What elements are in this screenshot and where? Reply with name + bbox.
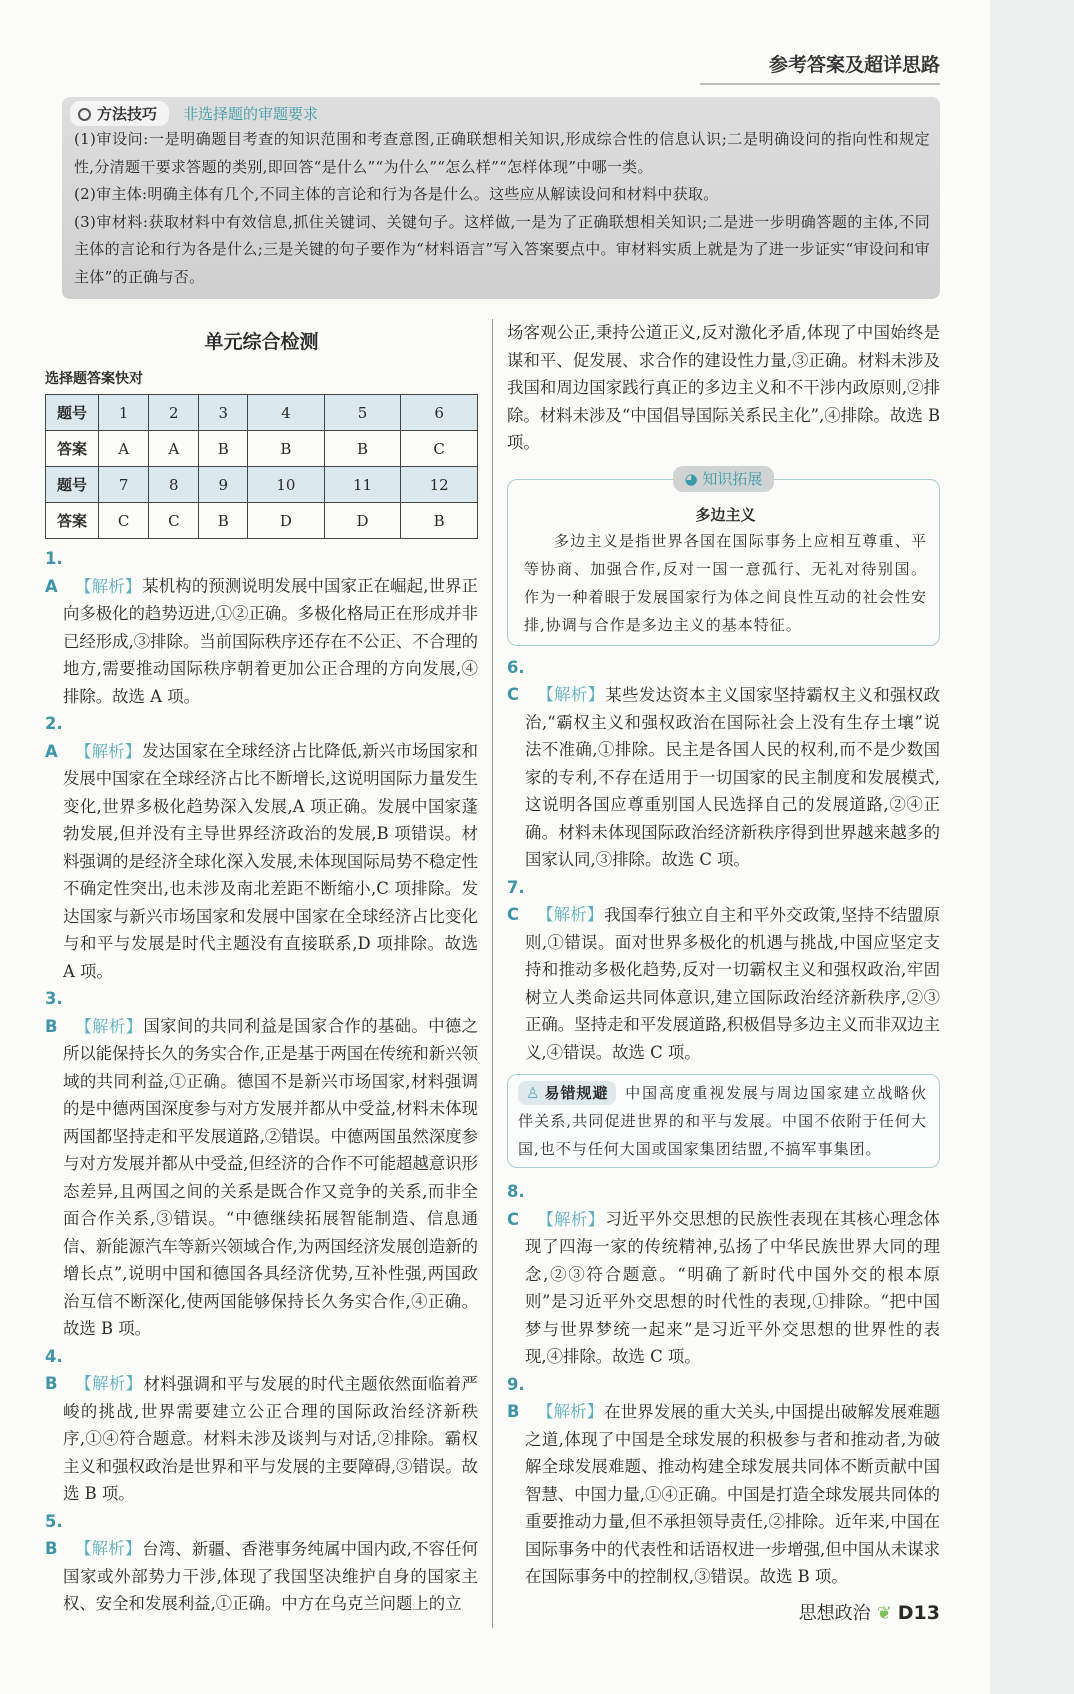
item-number: 6. C (507, 657, 525, 704)
cell: B (248, 431, 325, 467)
two-column-body (45, 319, 940, 1628)
knowledge-body: 多边主义是指世界各国在国际事务上应相互尊重、平等协商、加强合作,反对一国一意孤行、无礼对待别国。作为一种着眼于发展国家行为体之间良性互动的社会性安排,协调与合作是多边主义的基本特征。 (524, 531, 927, 634)
cell: 2 (149, 395, 199, 431)
answer-item (507, 874, 940, 1067)
tip-paragraph: (3)审材料:获取材料中有效信息,抓住关键词、关键句子。这样做,一是为了正确联想相关知识;二是进一步明确答题的主体,不同主体的言论和行为各是什么;三是关键的句子要作为“材料语言”写入答案要点中。审材料实质上就是为了进一步证实“审设问和审主体”的正确与否。 (74, 212, 930, 286)
row-label: 答案 (46, 431, 99, 467)
error-avoid-content (518, 1079, 927, 1163)
target-icon (78, 108, 91, 121)
jiexi-label: 【解析】 (537, 685, 605, 704)
running-header: 参考答案及超详思路 (768, 54, 940, 76)
jiexi-label: 【解析】 (537, 1209, 605, 1229)
right-column (507, 319, 940, 1628)
answer-item (507, 1371, 940, 1591)
person-icon: ♙ (526, 1084, 541, 1102)
item-text: 习近平外交思想的民族性表现在其核心理念体现了四海一家的传统精神,弘扬了中华民族世界大同的理念,②③符合题意。“明确了新时代中国外交的根本原则”是习近平外交思想的时代性的表现,①排除。“把中国梦与世界梦统一起来”是习近平外交思想的世界性的表现,④排除。故选 C 项。 (525, 1209, 940, 1366)
cell: 4 (248, 395, 325, 431)
method-tip-box (62, 97, 940, 299)
cell: A (149, 431, 199, 467)
cell: 7 (99, 467, 149, 503)
item-number: 5. B (45, 1511, 63, 1558)
cell: 8 (149, 467, 199, 503)
cell: 5 (324, 395, 401, 431)
page-footer (507, 1599, 940, 1628)
error-avoid-box (507, 1074, 940, 1168)
item-number: 1. A (45, 549, 63, 596)
column-divider (492, 319, 493, 1628)
item-text: 我国奉行独立自主和平外交政策,坚持不结盟原则,①错误。面对世界多极化的机遇与挑战,中国应坚定支持和推动多极化趋势,反对一切霸权主义和强权政治,牢固树立人类命运共同体意识,建立国际政治经济新秩序,②③正确。坚持走和平发展道路,积极倡导多边主义而非双边主义,④错误。故选 C 项。 (525, 905, 940, 1062)
item-text: 在世界发展的重大关头,中国提出破解发展难题之道,体现了中国是全球发展的积极参与者和推动者,为破解全球发展难题、推动构建全球发展共同体不断贡献中国智慧、中国力量,①④正确。中国是打造全球发展共同体的重要推动力量,但不承担领导责任,②排除。近年来,中国在国际事务中的代表性和话语权进一步增强,但中国从未谋求在国际事务中的控制权,③错误。故选 B 项。 (525, 1402, 940, 1586)
method-tag (70, 101, 169, 126)
error-avoid-body: 中国高度重视发展与周边国家建立战略伙伴关系,共同促进世界的和平与发展。中国不依附于任何大国,也不与任何大国或国家集团结盟,不搞军事集团。 (518, 1084, 927, 1158)
cell: C (401, 431, 478, 467)
method-tag-label: 方法技巧 (97, 105, 158, 123)
jiexi-label: 【解析】 (75, 1016, 143, 1036)
table-row (46, 431, 478, 467)
item-text: 发达国家在全球经济占比降低,新兴市场国家和发展中国家在全球经济占比不断增长,这说明国际力量发生变化,世界多极化趋势深入发展,A 项正确。发展中国家蓬勃发展,但并没有主导世界经济政治的发展,B 项错误。材料强调的是经济全球化深入发展,未体现国际局势不稳定性不确定性突出,也未涉及南北差距不断缩小,C 项排除。发达国家与新兴市场国家和发展中国家在全球经济占比变化与和平与发展是时代主题没有直接联系,D 项排除。故选 A 项。 (63, 741, 478, 981)
page-number: D13 (897, 1601, 940, 1624)
item-text: 材料强调和平与发展的时代主题依然面临着严峻的挑战,世界需要建立公正合理的国际政治经济新秩序,①④符合题意。材料未涉及谈判与对话,②排除。霸权主义和强权政治是世界和平与发展的主要障碍,③错误。故选 B 项。 (63, 1374, 478, 1503)
item-text: 台湾、新疆、香港事务纯属中国内政,不容任何国家或外部势力干涉,体现了我国坚决维护自身的国家主权、安全和发展利益,①正确。中方在乌克兰问题上的立 (63, 1539, 478, 1613)
knowledge-extension-box (507, 469, 940, 646)
answer-item (45, 1508, 478, 1618)
knowledge-tag (673, 466, 775, 492)
jiexi-label: 【解析】 (537, 905, 604, 924)
cell: D (248, 503, 325, 539)
item-number: 9. B (507, 1374, 525, 1421)
cell: B (199, 503, 248, 539)
cell: 1 (99, 395, 149, 431)
cell: B (401, 503, 478, 539)
cell: 11 (324, 467, 401, 503)
knowledge-tag-label: 知识拓展 (702, 469, 763, 488)
cell: 3 (199, 395, 248, 431)
cell: 12 (401, 467, 478, 503)
answer-item (45, 545, 478, 710)
section-title: 单元综合检测 (204, 331, 319, 353)
jiexi-label: 【解析】 (537, 1402, 604, 1421)
row-label: 题号 (46, 467, 99, 503)
item-number: 4. B (45, 1346, 63, 1393)
error-avoid-label: 易错规避 (544, 1084, 609, 1102)
answer-item (507, 654, 940, 874)
answer-table (45, 394, 478, 539)
table-row (46, 503, 478, 539)
tip-paragraph: (2)审主体:明确主体有几个,不同主体的言论和行为各是什么。这些应从解读设问和材料中获取。 (74, 185, 719, 203)
tip-paragraph: (1)审设问:一是明确题目考查的知识范围和考查意图,正确联想相关知识,形成综合性的信息认识;二是明确设问的指向性和规定性,分清题干要求答题的类别,即回答“是什么”“为什么”“怎么样”“怎样体现”中哪一类。 (74, 130, 930, 176)
left-items (45, 545, 478, 1618)
jiexi-label: 【解析】 (75, 1374, 143, 1393)
cell: D (324, 503, 401, 539)
cell: 10 (248, 467, 325, 503)
item-5-continuation: 场客观公正,秉持公道正义,反对激化矛盾,体现了中国始终是谋和平、促发展、求合作的建设性力量,③正确。材料未涉及我国和周边国家践行真正的多边主义和不干涉内政原则,②排除。材料未涉及“中国倡导国际关系民主化”,④排除。故选 B 项。 (507, 323, 940, 452)
item-number: 7. C (507, 877, 525, 924)
tip-title: 非选择题的审题要求 (183, 105, 319, 123)
cell: 6 (401, 395, 478, 431)
row-label: 题号 (46, 395, 99, 431)
item-number: 2. A (45, 714, 63, 761)
answer-item (45, 710, 478, 985)
book-icon: ◕ (684, 469, 703, 488)
header-rule (700, 50, 940, 85)
knowledge-title: 多边主义 (695, 505, 756, 524)
answer-item (507, 1178, 940, 1371)
footer-subject: 思想政治 (798, 1602, 871, 1624)
answer-item (45, 985, 478, 1343)
cell: C (149, 503, 199, 539)
cell: B (199, 431, 248, 467)
cell: 9 (199, 467, 248, 503)
item-number: 3. B (45, 989, 63, 1036)
jiexi-label: 【解析】 (75, 1539, 142, 1558)
tip-header-row (70, 101, 930, 126)
item-text: 国家间的共同利益是国家合作的基础。中德之所以能保持长久的务实合作,正是基于两国在传统和新兴领域的共同利益,①正确。德国不是新兴市场国家,材料强调的是中德两国深度参与对方发展并都从中受益,材料未体现两国都坚持走和平发展道路,②错误。中德两国虽然深度参与对方发展并都从中受益,但经济的合作不可能超越意识形态差异,且两国之间的关系是既合作又竞争的关系,而非全面合作关系,③错误。“中德继续拓展智能制造、信息通信、新能源汽车等新兴领域合作,为两国经济发展创造新的增长点”,说明中国和德国各具经济优势,互补性强,两国政治互信不断深化,使两国能够保持长久务实合作,④正确。故选 B 项。 (63, 1016, 478, 1338)
jiexi-label: 【解析】 (75, 576, 142, 596)
cell: A (99, 431, 149, 467)
cell: C (99, 503, 149, 539)
cell: B (324, 431, 401, 467)
jiexi-label: 【解析】 (75, 741, 142, 761)
error-avoid-tag (518, 1081, 616, 1105)
section-subtitle: 选择题答案快对 (45, 371, 143, 387)
answer-item (45, 1343, 478, 1508)
item-text: 某些发达资本主义国家坚持霸权主义和强权政治,“霸权主义和强权政治在国际社会上没有生存土壤”说法不准确,①排除。民主是各国人民的权利,而不是少数国家的专利,不存在适用于一切国家的民主制度和发展模式,这说明各国应尊重别国人民选择自己的发展道路,②④正确。材料未体现国际政治经济新秩序得到世界越来越多的国家认同,③排除。故选 C 项。 (525, 685, 940, 869)
right-items-b (507, 1178, 940, 1591)
right-items-a (507, 654, 940, 1067)
leaf-icon: ❦ (876, 1602, 892, 1624)
item-number: 8. C (507, 1182, 525, 1229)
left-column (45, 319, 478, 1628)
tip-body (70, 126, 930, 291)
table-row (46, 395, 478, 431)
item-text: 某机构的预测说明发展中国家正在崛起,世界正向多极化的趋势迈进,①②正确。多极化格局正在形成并非已经形成,③排除。当前国际秩序还存在不公正、不合理的地方,需要推动国际秩序朝着更加公正合理的方向发展,④排除。故选 A 项。 (63, 576, 478, 706)
row-label: 答案 (46, 503, 99, 539)
table-row (46, 467, 478, 503)
